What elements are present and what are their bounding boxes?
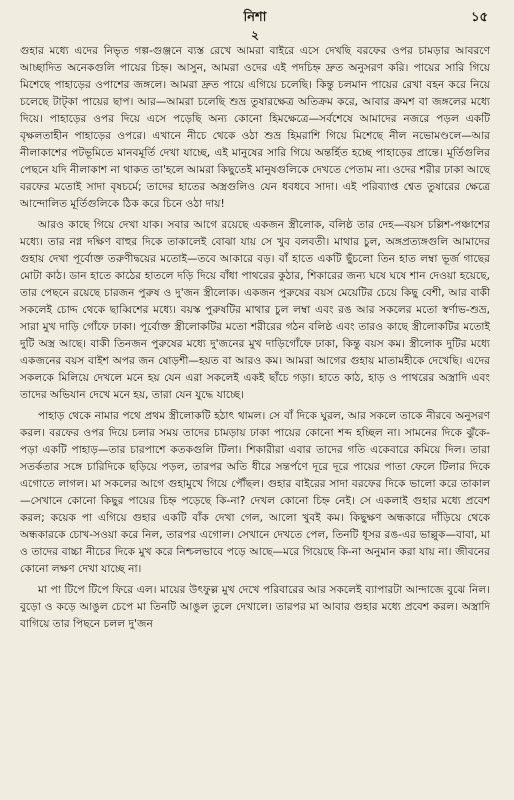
paragraph-3: পাহাড় থেকে নামার পথে প্রথম স্ত্রীলোকটি হঠাৎ থামল। সে বাঁ দিকে ঘুরল, আর সকলে তাকে নীরবে অনুসরণ করল। বরফের ওপর দিয়ে চলার সময় তাদের চামড়ায় ঢাকা পায়ের কোনো শব্দ হচ্ছিল না। সামনের দিকে ঝুঁকে-পড়া একটি পাহাড়—তার চারপাশে কতকগুলি টিলা। শিকারীরা এবার তাদের গতি একেবারে কমিয়ে দিল। তারা সতর্কতার সঙ্গে চারিদিকে ছড়িয়ে পড়ল, তারপর অতি ধীরে সন্তর্পণে দূরে দূরে পায়ের পাতা ফেলে টিলার দিকে এগোতে লাগল। মা সকলের আগে গুহামুখে গিয়ে পৌঁছল। গুহার বাইরের সাদা বরফের দিকে ভালো করে তাকাল—সেখানে কোনো কিছুর পায়ের চিহ্ন পড়েছে কি-না? দেখল কোনো চিহ্ন নেই। সে একলাই গুহার মধ্যে প্রবেশ করল; কয়েক পা এগিয়ে গুহার একটি বাঁক দেখা গেল, আলো খুবই কম। কিছুক্ষণ অন্ধকারে দাঁড়িয়ে থেকে অন্ধকারকে চোখ-সওয়া করে নিল, তারপর এগোল। সেখানে দেখতে পেল, তিনটি ধূসর রঙ-এর ভাল্লুক—বাবা, মা ও তাদের বাচ্চা নীচের দিকে মুখ করে নিশ্চলভাবে পড়ে আছে—মরে গিয়েছে কি-না অনুমান করা যায় না। জীবনের কোনো লক্ষণ দেখা যাচ্ছে না। [20, 410, 490, 575]
body-text [20, 43, 490, 633]
paragraph-1: গুহার মধ্যে এদের নিভৃত গল্প-গুঞ্জনে ব্যস্ত রেখে আমরা বাইরে এসে দেখছি বরফের ওপর চামড়ার আবরণে আচ্ছাদিত অনেকগুলি পায়ের চিহ্ন। আসুন, আমরা ওদের এই পদচিহ্ন দ্রুত অনুসরণ করি। পায়ের সারি গিয়ে মিশেছে পাহাড়ের ওপাশের জঙ্গলে। আমরা দ্রুত পায়ে এগিয়ে চলেছি। কিন্তু চলমান পায়ের রেখা বহন করে নিয়ে চলেছে টাট্‌কা পায়ের ছাপ। আর—আমরা চলেছি শুভ্র তুষারক্ষেত্র অতিক্রম করে, আবার ক্রমশ বা জঙ্গলের মধ্যে দিয়ে। পাহাড়ের ওপর দিয়ে এসে পড়েছি অন্য কোনো হিমক্ষেত্রে—সর্বশেষে আমাদের নজরে পড়ল একটি বৃক্ষলতাহীন পাহাড়ের ওপরে। এখানে নীচে থেকে ওঠা শুভ্র হিমরাশি গিয়ে মিশেছে নীল নভোমণ্ডলে—আর নীলাকাশের পটভূমিতে মানবমূর্তি দেখা যাচ্ছে, এই মানুষের সারি গিয়ে অন্তর্হিত হচ্ছে পাহাড়ের প্রান্তে। মূর্তিগুলির পেছনে যদি নীলাকাশ না থাকত তা'হলে আমরা কিছুতেই মানুষগুলিকে দেখতে পেতাম না। ওদের শরীর ঢাকা আছে বরফের মতোই সাদা বৃষচর্মে; তাদের হাতের অস্ত্রগুলিও যেন ধবধবে সাদা। এই পরিব্যাপ্ত শ্বেত তুষারের ক্ষেত্রে আন্দোলিত মূর্তিগুলিকে ঠিক করে চিনে ওঠা দায়! [20, 45, 490, 210]
running-title: নিশা [243, 10, 267, 25]
chapter-number: ২ [251, 28, 259, 42]
paragraph-4: মা পা টিপে টিপে ফিরে এল। মায়ের উৎফুল্ল মুখ দেখে পরিবারের আর সকলেই ব্যাপারটা আন্দাজে বুঝে নিল। বুড়ো ও কড়ে আঙুল চেপে মা তিনটি আঙুল তুলে দেখালে। তারপর মা আবার গুহার মধ্যে প্রবেশ করল। অস্ত্রাদি বাগিয়ে তার পিছনে চলল দু'জন [20, 584, 490, 630]
page-header [20, 6, 490, 28]
paragraph-2: আরও কাছে গিয়ে দেখা যাক। সবার আগে রয়েছে একজন স্ত্রীলোক, বলিষ্ঠ তার দেহ—বয়স চল্লিশ-পঞ্চাশের মধ্যে। তার নগ্ন দক্ষিণ বাহুর দিকে তাকালেই বোঝা যায় সে খুব বলবতী। মাথার চুল, অঙ্গপ্রত্যঙ্গগুলি আমাদের গুহায় দেখা পূর্বোক্ত তরুণীদ্বয়ের মতোই—তবে আকারে বড়। বাঁ হাতে একটি ছুঁচলো তিন হাত লম্বা ভূর্জ গাছের মোটা কাঠ। ডান হাতে কাঠের হাতলে দড়ি দিয়ে বাঁধা পাথরের কুঠার, শিকারের জন্য ঘষে ঘষে শান দেওয়া হয়েছে, তার পেছনে রয়েছে চারজন পুরুষ ও দু'জন স্ত্রীলোক। একজন পুরুষের বয়স মেয়েটির চেয়ে কিছু বেশী, আর বাকী সকলেই চোদ্দ থেকে ছাব্বিশের মধ্যে। বয়স্ক পুরুষটির মাথার চুল লম্বা এবং রঙ আর সকলের মতো স্বর্ণাভ-শুভ্র, সারা মুখ দাড়ি গোঁফে ঢাকা। পূর্বোক্ত স্ত্রীলোকটির মতো শরীরের গঠন বলিষ্ঠ এবং তারও কাছে স্ত্রীলোকটির মতোই দুটি অস্ত্র আছে। বাকী তিনজন পুরুষের মধ্যে দু'জনের মুখ দাড়িগোঁফে ঢাকা, কিন্তু বয়স কম। স্ত্রীলোক দুটির মধ্যে একজনের বয়স বাইশ অপর জন ষোড়শী—হয়ত বা আরও কম। আমরা আগের গুহায় মাতামহীকে দেখেছি। এদের সকলকে মিলিয়ে দেখলে মনে হয় যেন এরা সকলেই একই ছাঁচে গড়া। হাতে কাঠ, হাড় ও পাথরের অস্ত্রাদি এবং তাদের অভিযান দেখে মনে হয়, তারা যেন যুদ্ধে যাচ্ছে। [20, 219, 490, 401]
page-number: ১৫ [471, 10, 488, 25]
